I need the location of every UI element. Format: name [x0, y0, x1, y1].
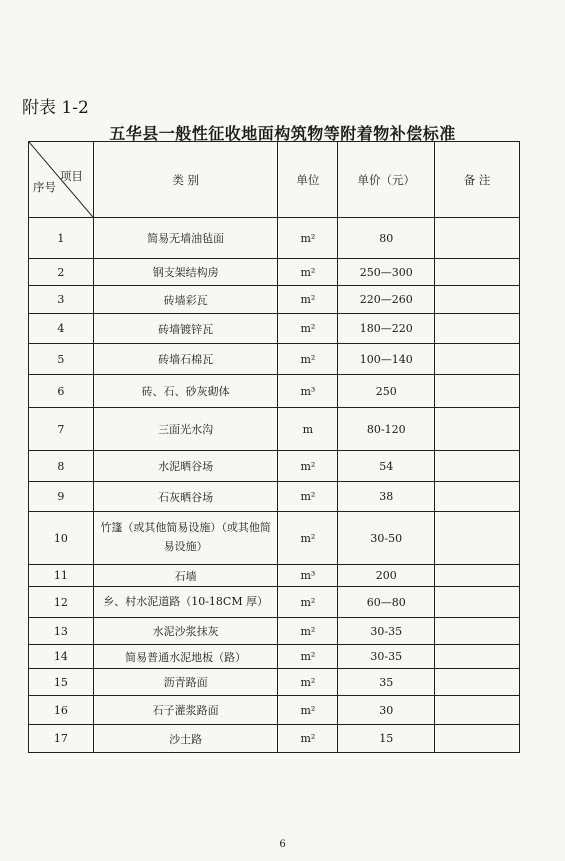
row-remark [435, 408, 520, 451]
row-category: 沥青路面 [93, 669, 278, 696]
row-number: 10 [29, 512, 94, 565]
row-number: 3 [29, 286, 94, 314]
row-number: 14 [29, 645, 94, 669]
row-number: 12 [29, 587, 94, 618]
table-row [29, 408, 520, 451]
row-unit: m² [278, 451, 338, 482]
row-number: 4 [29, 314, 94, 344]
row-unit: m² [278, 482, 338, 512]
row-remark [435, 344, 520, 375]
row-number: 13 [29, 618, 94, 645]
table-row [29, 314, 520, 344]
row-category: 竹篷（或其他简易设施）（或其他简易设施） [93, 512, 278, 565]
row-remark [435, 512, 520, 565]
row-number: 6 [29, 375, 94, 408]
row-category: 石灰晒谷场 [93, 482, 278, 512]
row-price: 100—140 [338, 344, 435, 375]
row-number: 7 [29, 408, 94, 451]
row-number: 15 [29, 669, 94, 696]
row-remark [435, 725, 520, 753]
row-unit: m² [278, 618, 338, 645]
appendix-label: 附表 1-2 [22, 98, 89, 118]
header-unit: 单位 [278, 142, 338, 218]
header-category: 类 别 [93, 142, 278, 218]
row-price: 80-120 [338, 408, 435, 451]
header-seq: 序号 [33, 180, 56, 194]
row-remark [435, 618, 520, 645]
page-title: 五华县一般性征收地面构筑物等附着物补偿标准 [109, 124, 456, 143]
row-unit: m² [278, 587, 338, 618]
row-price: 80 [338, 218, 435, 259]
table-row [29, 696, 520, 725]
row-price: 60—80 [338, 587, 435, 618]
row-category: 钢支架结构房 [93, 259, 278, 286]
table-row [29, 587, 520, 618]
row-remark [435, 375, 520, 408]
row-remark [435, 587, 520, 618]
table-row [29, 451, 520, 482]
row-unit: m² [278, 645, 338, 669]
table-header-row [29, 142, 520, 218]
row-category: 石墙 [93, 565, 278, 587]
row-category: 水泥晒谷场 [93, 451, 278, 482]
row-price: 250—300 [338, 259, 435, 286]
row-unit: m [278, 408, 338, 451]
row-unit: m² [278, 512, 338, 565]
header-diagonal-cell [29, 142, 94, 218]
row-price: 180—220 [338, 314, 435, 344]
table-row [29, 259, 520, 286]
row-price: 30-35 [338, 645, 435, 669]
row-price: 30-50 [338, 512, 435, 565]
row-price: 30-35 [338, 618, 435, 645]
row-unit: m² [278, 696, 338, 725]
row-number: 16 [29, 696, 94, 725]
row-unit: m³ [278, 565, 338, 587]
row-unit: m³ [278, 375, 338, 408]
row-price: 35 [338, 669, 435, 696]
row-remark [435, 482, 520, 512]
compensation-table [28, 141, 520, 753]
row-number: 17 [29, 725, 94, 753]
row-category: 石子灌浆路面 [93, 696, 278, 725]
row-category: 砖墙镀锌瓦 [93, 314, 278, 344]
table-row [29, 669, 520, 696]
row-category: 简易普通水泥地板（路） [93, 645, 278, 669]
row-unit: m² [278, 314, 338, 344]
table-row [29, 565, 520, 587]
row-number: 9 [29, 482, 94, 512]
row-category: 水泥沙浆抹灰 [93, 618, 278, 645]
row-remark [435, 286, 520, 314]
row-category: 砖墙彩瓦 [93, 286, 278, 314]
row-unit: m² [278, 286, 338, 314]
row-remark [435, 565, 520, 587]
row-number: 1 [29, 218, 94, 259]
table-row [29, 218, 520, 259]
table-row [29, 375, 520, 408]
header-remark: 备 注 [435, 142, 520, 218]
row-unit: m² [278, 669, 338, 696]
table-row [29, 618, 520, 645]
table-row [29, 344, 520, 375]
row-category: 砖墙石棉瓦 [93, 344, 278, 375]
page-number: 6 [279, 839, 286, 850]
table-row [29, 512, 520, 565]
row-unit: m² [278, 725, 338, 753]
row-number: 2 [29, 259, 94, 286]
row-price: 54 [338, 451, 435, 482]
row-category: 乡、村水泥道路（10-18CM 厚） [93, 587, 278, 618]
row-price: 250 [338, 375, 435, 408]
row-price: 38 [338, 482, 435, 512]
row-remark [435, 259, 520, 286]
table-row [29, 482, 520, 512]
row-category: 简易无墙油毡面 [93, 218, 278, 259]
table-row [29, 645, 520, 669]
header-item: 项目 [59, 169, 83, 183]
row-price: 30 [338, 696, 435, 725]
table-row [29, 725, 520, 753]
table-row [29, 286, 520, 314]
row-price: 220—260 [338, 286, 435, 314]
row-remark [435, 645, 520, 669]
row-price: 200 [338, 565, 435, 587]
header-price: 单价（元） [338, 142, 435, 218]
row-category: 三面光水沟 [93, 408, 278, 451]
row-number: 11 [29, 565, 94, 587]
row-unit: m² [278, 259, 338, 286]
row-remark [435, 451, 520, 482]
row-number: 8 [29, 451, 94, 482]
row-unit: m² [278, 218, 338, 259]
row-unit: m² [278, 344, 338, 375]
row-remark [435, 696, 520, 725]
row-number: 5 [29, 344, 94, 375]
row-category: 砖、石、砂灰砌体 [93, 375, 278, 408]
row-remark [435, 669, 520, 696]
row-remark [435, 314, 520, 344]
row-remark [435, 218, 520, 259]
row-category: 沙土路 [93, 725, 278, 753]
row-price: 15 [338, 725, 435, 753]
